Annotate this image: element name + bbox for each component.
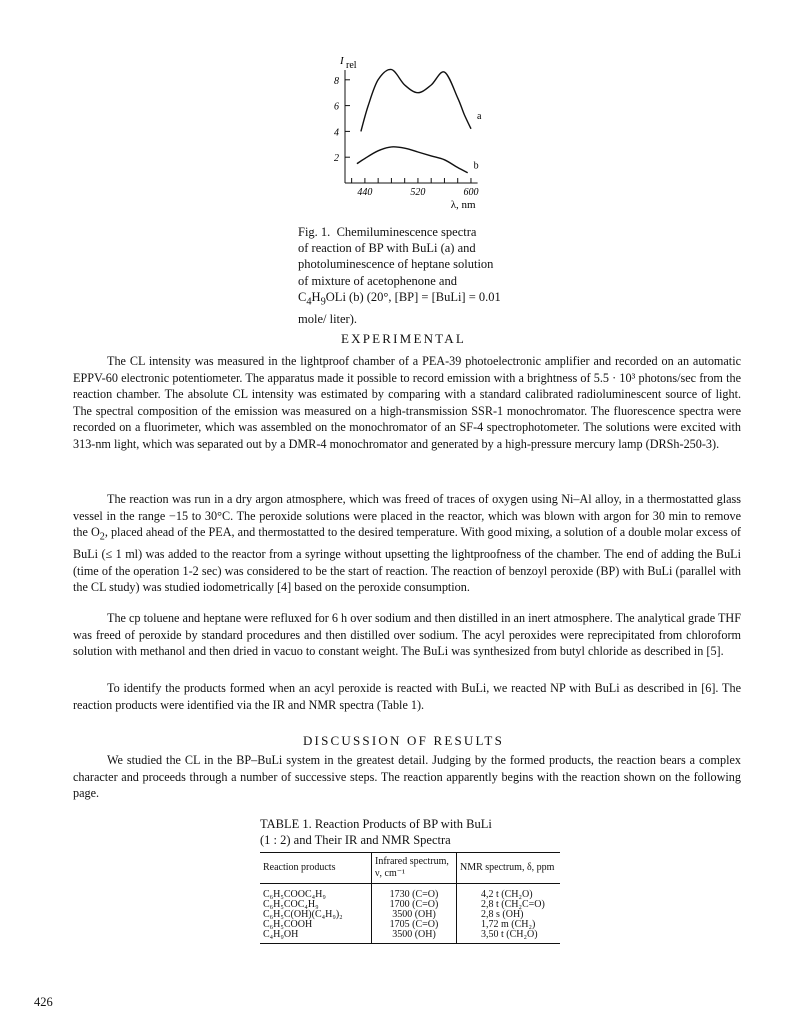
table-row: C₆H₅COOH 1705 (C=O) 1,72 m (CH₂): [260, 920, 560, 930]
y-axis-label-sub: rel: [346, 60, 357, 71]
chart-svg: [318, 50, 508, 222]
table-row: C₆H₅C(OH)(C₄H₉)₂ 3500 (OH) 2,8 s (OH): [260, 910, 560, 920]
x-tick-label: 520: [410, 187, 426, 198]
paragraph-experimental-1: The CL intensity was measured in the lightproof chamber of a PEA-39 photoelectronic amplifier and recorded on an automatic EPPV-60 electronic potentiometer. The apparatus made it possible to record emission with a brightness of 5.5 · 10³ photons/sec from the reaction chamber. The absolute CL intensity was estimated by comparing with a standard calibrated radioluminescent source of light. The spectral composition of the emission was measured on a high-transmission SSR-1 monochromator. The fluorescence spectra were recorded on a fluorimeter, which was assembled on the monochromator of an SF-4 spectrophotometer. The solutions were excited with 313-nm light, which was separated out by a DMR-4 monochromator and generated by a high-pressure mercury lamp (DRSh-250-3).: [73, 354, 741, 451]
table-header-ir: Infrared spectrum, ν, cm⁻¹: [372, 853, 457, 884]
figure-1-chart: [318, 50, 508, 222]
caption-line-3: photoluminescence of heptane solution: [298, 257, 494, 272]
caption-line-6: mole/ liter).: [298, 311, 358, 326]
caption-prefix: Fig. 1.: [298, 225, 331, 239]
table-row: C₆H₅COOC₄H₉ 1730 (C=O) 4,2 t (CH₂O): [260, 884, 560, 901]
series-a-line: [361, 69, 471, 131]
y-tick-label: 8: [334, 75, 339, 87]
paragraph-experimental-4: To identify the products formed when an acyl peroxide is reacted with BuLi, we reacted NP with BuLi as described in [6]. The reaction products were identified via the IR and NMR spectra (Table 1).: [73, 681, 741, 712]
paragraph-experimental-3: The cp toluene and heptane were refluxed for 6 h over sodium and then distilled in an inert atmosphere. The analytical grade THF was freed of peroxide by standard procedures and then distilled over sodium. The acyl peroxides were reprecipitated from chloroform solution with methanol and then dried in vacuo to constant weight. The BuLi was synthesized from butyl chloride as described in [5].: [73, 611, 741, 659]
paragraph-discussion-1: We studied the CL in the BP–BuLi system in the greatest detail. Judging by the formed products, the reaction bears a complex character and proceeds through a number of successive steps. The reaction apparently begins with the reaction shown on the following page.: [73, 753, 741, 801]
figure-caption: [298, 224, 548, 327]
series-a-label: a: [476, 110, 482, 122]
table-row: C₄H₉OH 3500 (OH) 3,50 t (CH₂O): [260, 930, 560, 944]
caption-line-4: of mixture of acetophenone and: [298, 273, 457, 288]
caption-line-5: $C_4H_9OLi$ (b) (20°, [BP] = [BuLi] = 0.01: [298, 289, 501, 308]
paragraph-experimental-2: The reaction was run in a dry argon atmosphere, which was freed of traces of oxygen using Ni–Al alloy, in a thermostatted glass vessel in the range −15 to 30°C. The peroxide solutions were placed in the reactor, which was blown with argon for 30 min to remove the $O_2$, placed ahead of the PEA, and thermostatted to the desired temperature. With good mixing, a solution of a double molar excess of BuLi (≤ 1 ml) was added to the reactor from a syringe without upsetting the lightproofness of the chamber. The end of adding the BuLi (time of the operation 1-2 sec) was considered to be the start of reaction. The reaction of benzoyl peroxide (BP) with BuLi (parallel with the CL study) was studied iodometrically [4] based on the peroxide consumption.: [73, 492, 741, 595]
section-heading-discussion: DISCUSSION OF RESULTS: [302, 733, 505, 748]
y-tick-label: 4: [334, 127, 339, 139]
y-tick-label: 2: [334, 153, 339, 165]
table-row: C₆H₅COC₄H₉ 1700 (C=O) 2,8 t (CH₂C=O): [260, 900, 560, 910]
x-tick-label: 600: [463, 187, 479, 198]
series-b-line: [357, 147, 468, 173]
table-header-products: Reaction products: [260, 853, 372, 884]
page-number: 426: [34, 995, 53, 1009]
caption-line-2: of reaction of BP with BuLi (a) and: [298, 241, 476, 256]
y-tick-label: 6: [334, 101, 339, 113]
table-title: TABLE 1. Reaction Products of BP with BuLi (1 : 2) and Their IR and NMR Spectra: [260, 817, 492, 847]
x-tick-label: 440: [357, 187, 373, 198]
section-heading-experimental: EXPERIMENTAL: [340, 331, 467, 346]
x-axis-label: λ, nm: [450, 199, 476, 211]
table-header-nmr: NMR spectrum, δ, ppm: [457, 853, 561, 884]
caption-line-1: Chemiluminescence spectra: [336, 225, 477, 239]
series-b-label: b: [473, 160, 479, 172]
table-header-row: [260, 853, 560, 884]
table-1: [260, 852, 560, 944]
y-axis-label: I: [340, 55, 344, 67]
